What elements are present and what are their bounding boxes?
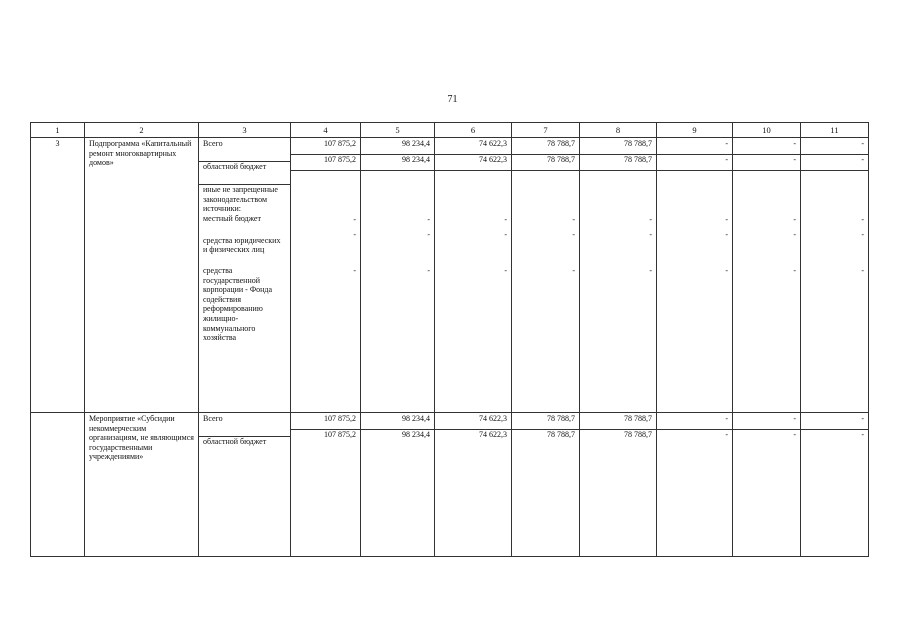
value-legal: - xyxy=(504,230,507,239)
source-fund: средства государственной корпорации - Фонда содействия реформированию жилищно-коммунального хозяйства xyxy=(203,265,273,343)
value-regional: 74 622,3 xyxy=(479,155,507,164)
value-local: - xyxy=(793,215,796,224)
value-cell xyxy=(657,413,733,557)
value-local: - xyxy=(572,215,575,224)
value-cell xyxy=(361,138,435,413)
value-legal: - xyxy=(861,230,864,239)
value-legal: - xyxy=(353,230,356,239)
program-name: Подпрограмма «Капитальный ремонт многоквартирных домов» xyxy=(85,138,199,413)
activity-name: Мероприятие «Субсидии некоммерческим организациям, не являющимся государственными учреждениями» xyxy=(85,413,199,557)
value-total: 107 875,2 xyxy=(324,139,356,148)
value-fund: - xyxy=(572,266,575,275)
source-local: местный бюджет xyxy=(203,213,261,223)
col-header: 9 xyxy=(657,123,733,138)
value-cell xyxy=(512,138,580,413)
value-total: 78 788,7 xyxy=(624,414,652,423)
value-total: 78 788,7 xyxy=(624,139,652,148)
value-cell xyxy=(361,413,435,557)
value-regional: 78 788,7 xyxy=(624,430,652,439)
value-regional: - xyxy=(725,430,728,439)
value-cell xyxy=(435,413,512,557)
value-fund: - xyxy=(649,266,652,275)
value-cell xyxy=(801,138,869,413)
value-total: 74 622,3 xyxy=(479,139,507,148)
value-cell xyxy=(291,413,361,557)
value-local: - xyxy=(861,215,864,224)
value-regional: 78 788,7 xyxy=(547,430,575,439)
page-number: 71 xyxy=(447,94,458,105)
value-regional: 98 234,4 xyxy=(402,155,430,164)
value-legal: - xyxy=(427,230,430,239)
col-header: 11 xyxy=(801,123,869,138)
value-cell xyxy=(291,138,361,413)
value-fund: - xyxy=(427,266,430,275)
source-regional: областной бюджет xyxy=(203,162,267,171)
header-row xyxy=(31,123,869,138)
value-fund: - xyxy=(725,266,728,275)
value-total: 98 234,4 xyxy=(402,414,430,423)
col-header: 8 xyxy=(580,123,657,138)
value-regional: 78 788,7 xyxy=(624,155,652,164)
source-total: Всего xyxy=(203,139,223,148)
col-header: 4 xyxy=(291,123,361,138)
value-regional: 98 234,4 xyxy=(402,430,430,439)
value-cell xyxy=(580,413,657,557)
value-cell xyxy=(580,138,657,413)
value-local: - xyxy=(649,215,652,224)
value-regional: 107 875,2 xyxy=(324,155,356,164)
value-cell xyxy=(801,413,869,557)
col-header: 3 xyxy=(199,123,291,138)
value-legal: - xyxy=(793,230,796,239)
source-cell xyxy=(199,138,291,413)
value-fund: - xyxy=(861,266,864,275)
value-regional: 74 622,3 xyxy=(479,430,507,439)
value-total: - xyxy=(861,139,864,148)
value-total: 74 622,3 xyxy=(479,414,507,423)
value-cell xyxy=(435,138,512,413)
source-total: Всего xyxy=(203,414,223,423)
value-total: 107 875,2 xyxy=(324,414,356,423)
value-total: - xyxy=(725,139,728,148)
value-local: - xyxy=(353,215,356,224)
value-fund: - xyxy=(793,266,796,275)
value-legal: - xyxy=(572,230,575,239)
value-regional: - xyxy=(793,430,796,439)
value-fund: - xyxy=(504,266,507,275)
value-cell xyxy=(733,138,801,413)
value-total: - xyxy=(793,139,796,148)
value-total: 78 788,7 xyxy=(547,139,575,148)
col-header: 7 xyxy=(512,123,580,138)
value-cell xyxy=(733,413,801,557)
value-regional: 107 875,2 xyxy=(324,430,356,439)
value-local: - xyxy=(504,215,507,224)
value-total: 78 788,7 xyxy=(547,414,575,423)
value-regional: - xyxy=(793,155,796,164)
value-legal: - xyxy=(725,230,728,239)
budget-table xyxy=(30,122,869,557)
value-local: - xyxy=(427,215,430,224)
value-regional: - xyxy=(861,430,864,439)
value-total: - xyxy=(861,414,864,423)
col-header: 5 xyxy=(361,123,435,138)
value-legal: - xyxy=(649,230,652,239)
source-legal: средства юридических и физических лиц xyxy=(203,235,281,255)
col-header: 2 xyxy=(85,123,199,138)
value-regional: 78 788,7 xyxy=(547,155,575,164)
row-number xyxy=(31,413,85,557)
value-local: - xyxy=(725,215,728,224)
table-row xyxy=(31,413,869,557)
source-regional: областной бюджет xyxy=(203,437,267,446)
value-cell xyxy=(512,413,580,557)
row-number: 3 xyxy=(31,138,85,413)
table-row xyxy=(31,138,869,413)
col-header: 1 xyxy=(31,123,85,138)
value-regional: - xyxy=(861,155,864,164)
value-total: 98 234,4 xyxy=(402,139,430,148)
value-total: - xyxy=(793,414,796,423)
source-cell xyxy=(199,413,291,557)
col-header: 10 xyxy=(733,123,801,138)
col-header: 6 xyxy=(435,123,512,138)
value-cell xyxy=(657,138,733,413)
source-other: иные не запрещенные законодательством источники: xyxy=(203,185,278,214)
value-regional: - xyxy=(725,155,728,164)
value-total: - xyxy=(725,414,728,423)
value-fund: - xyxy=(353,266,356,275)
